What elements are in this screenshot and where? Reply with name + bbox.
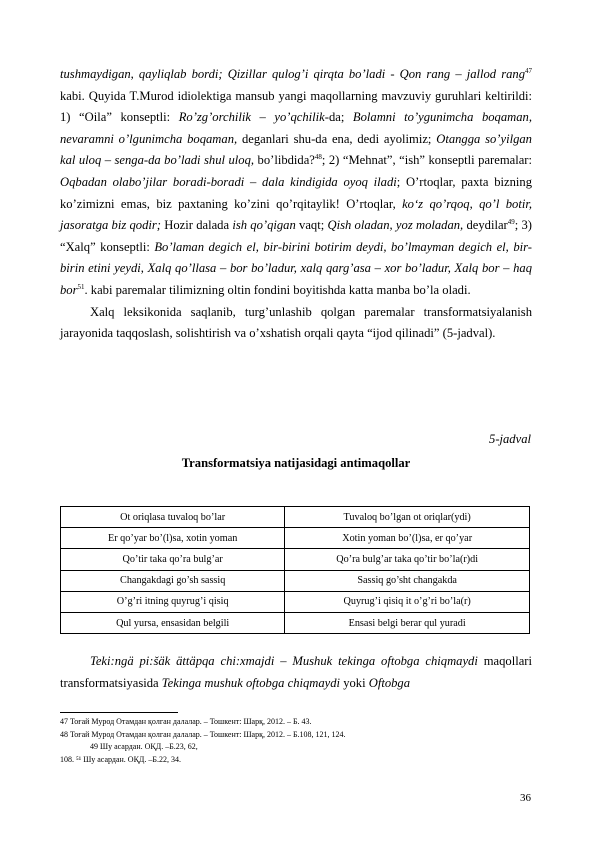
text-italic: Bolamni to’ygunimcha boqaman, nevaramni o’lgunimcha boqaman, (60, 110, 532, 146)
paragraph-3 (60, 651, 532, 694)
text-italic: Oqbadan olabo’jilar boradi-boradi – dala kindigida oyoq iladi (60, 174, 397, 189)
text: , (140, 261, 148, 276)
text-italic: ko‘z qo’rqoq, qo’l botir, jasoratga biz qodir; (60, 196, 532, 233)
text: ; 3) “Xalq” konseptli: (60, 218, 533, 254)
footnote-ref-47[interactable]: 47 (525, 66, 532, 75)
text-italic: Qish oladan, yoz moladan, (327, 218, 464, 233)
footnote-ref-51[interactable]: 51 (77, 282, 85, 291)
table-cell: Quyrug’i qisiq it o’g’ri bo’la(r) (285, 591, 530, 612)
text-italic: Tekinga mushuk oftobga chiqmaydi (161, 675, 341, 690)
table-cell: Xotin yoman bo’(l)sa, er qo’yar (285, 528, 530, 549)
text-italic: Otangga so’yilgan kal uloq – senga-da bo’ladi shul uloq, (60, 131, 532, 168)
text: ; O’rtoqlar, paxta bizning ko’zimizni emas, biz paxtaning ko’zini qo’rqitaylik! O’rtoqlar, (60, 174, 533, 211)
text: yoki (340, 675, 369, 690)
text-italic: Teki:ngä pi:šäk ättäpqa chi:xmajdi – Mushuk tekinga oftobga chiqmaydi (90, 654, 478, 668)
text-italic: ish qo’qigan (232, 218, 296, 233)
antiproverb-table (60, 506, 530, 634)
text: Hozir dalada (161, 218, 233, 233)
page-number: 36 (520, 792, 531, 804)
text: -da; (324, 110, 353, 125)
table-cell: Qo’ra bulg’ar taka qo’tir bo’la(r)di (285, 549, 530, 570)
table-row (61, 612, 530, 633)
table-row (61, 528, 530, 549)
text-after-table (60, 651, 532, 694)
footnote-49: 49 Шу асардан. ОҚД. –Б.23, 62, (90, 742, 198, 751)
text: ; 2) “Mehnat”, “ish” konseptli paremalar: (321, 153, 532, 168)
text-italic: Xalq qo’llasa – bor bo’ladur, xalq qarg’asa – xor bo’ladur, Xalq bor – haq bor (60, 261, 532, 297)
footnote-ref-49[interactable]: 49 (507, 217, 515, 226)
text-italic: tushmaydigan, qayliqlab bordi; Qizillar qulog’i qirqta bo’ladi - Qon rang – jallod rang (60, 67, 525, 81)
text-italic: Bo’laman degich el, bir-birini botirim deydi, bo’lmayman degich el, bir-birin etini yeydi (60, 239, 532, 276)
table-number: 5-jadval (489, 432, 531, 446)
table-row (61, 570, 530, 591)
table-cell: Qo’tir taka qo’ra bulg’ar (61, 549, 285, 570)
text: vaqt; (295, 218, 328, 233)
paragraph-1 (60, 64, 532, 302)
table-cell: O’g’ri itning quyrug’i qisiq (61, 591, 285, 612)
footnote-51: 108. ⁵¹ Шу асардан. ОҚД. –Б.22, 34. (60, 754, 181, 764)
table-title: Transformatsiya natijasidagi antimaqollar (181, 456, 411, 470)
table-row (61, 591, 530, 612)
table-row (61, 507, 530, 528)
main-text (60, 64, 532, 345)
text: deydilar (463, 218, 508, 233)
text-italic: Ro’zg’orchilik – yo’qchilik (178, 110, 325, 125)
footnote-ref-48[interactable]: 48 (314, 153, 322, 162)
table-cell: Tuvaloq bo’lgan ot oriqlar(ydi) (285, 507, 530, 528)
text-italic: Oftobga (368, 675, 411, 690)
text: . kabi paremalar tilimizning oltin fondini boyitishda katta manba bo’la oladi. (84, 282, 471, 297)
table-cell: Ot oriqlasa tuvaloq bo’lar (61, 507, 285, 528)
table-row (61, 549, 530, 570)
paragraph-2: Xalq leksikonida saqlanib, turg’unlashib qolgan paremalar transformatsiyalanish jarayonida taqqoslash, solishtirish va o’xshatish orqali qayta “ijod qilinadi” (5-jadval). (60, 304, 532, 341)
text: maqollari transformatsiyasida (60, 654, 532, 690)
table-cell: Sassiq go’sht changakda (285, 570, 530, 591)
table-cell: Ensasi belgi berar qul yuradi (285, 612, 530, 633)
table-cell: Er qo’yar bo’(l)sa, xotin yoman (61, 528, 285, 549)
table-cell: Qul yursa, ensasidan belgili (61, 612, 285, 633)
table-cell: Changakdagi go’sh sassiq (61, 570, 285, 591)
footnote-47: 47 Тоғай Мурод Отамдан қолган далалар. – Тошкент: Шарқ, 2012. – Б. 43. (60, 717, 312, 726)
footnote-48: 48 Тоғай Мурод Отамдан қолган далалар. – Тошкент: Шарқ, 2012. – Б.108, 121, 124. (60, 729, 346, 739)
text: deganlari shu-da ena, dedi ayolimiz; (237, 131, 437, 146)
text: kabi. Quyida T.Murod idiolektiga mansub yangi maqollarning mavzuviy guruhlari keltirildi: 1) “Oila” konseptli: (60, 88, 532, 125)
footnotes (60, 716, 532, 766)
footnote-separator (60, 712, 178, 713)
text: bo’libdida? (254, 153, 315, 168)
